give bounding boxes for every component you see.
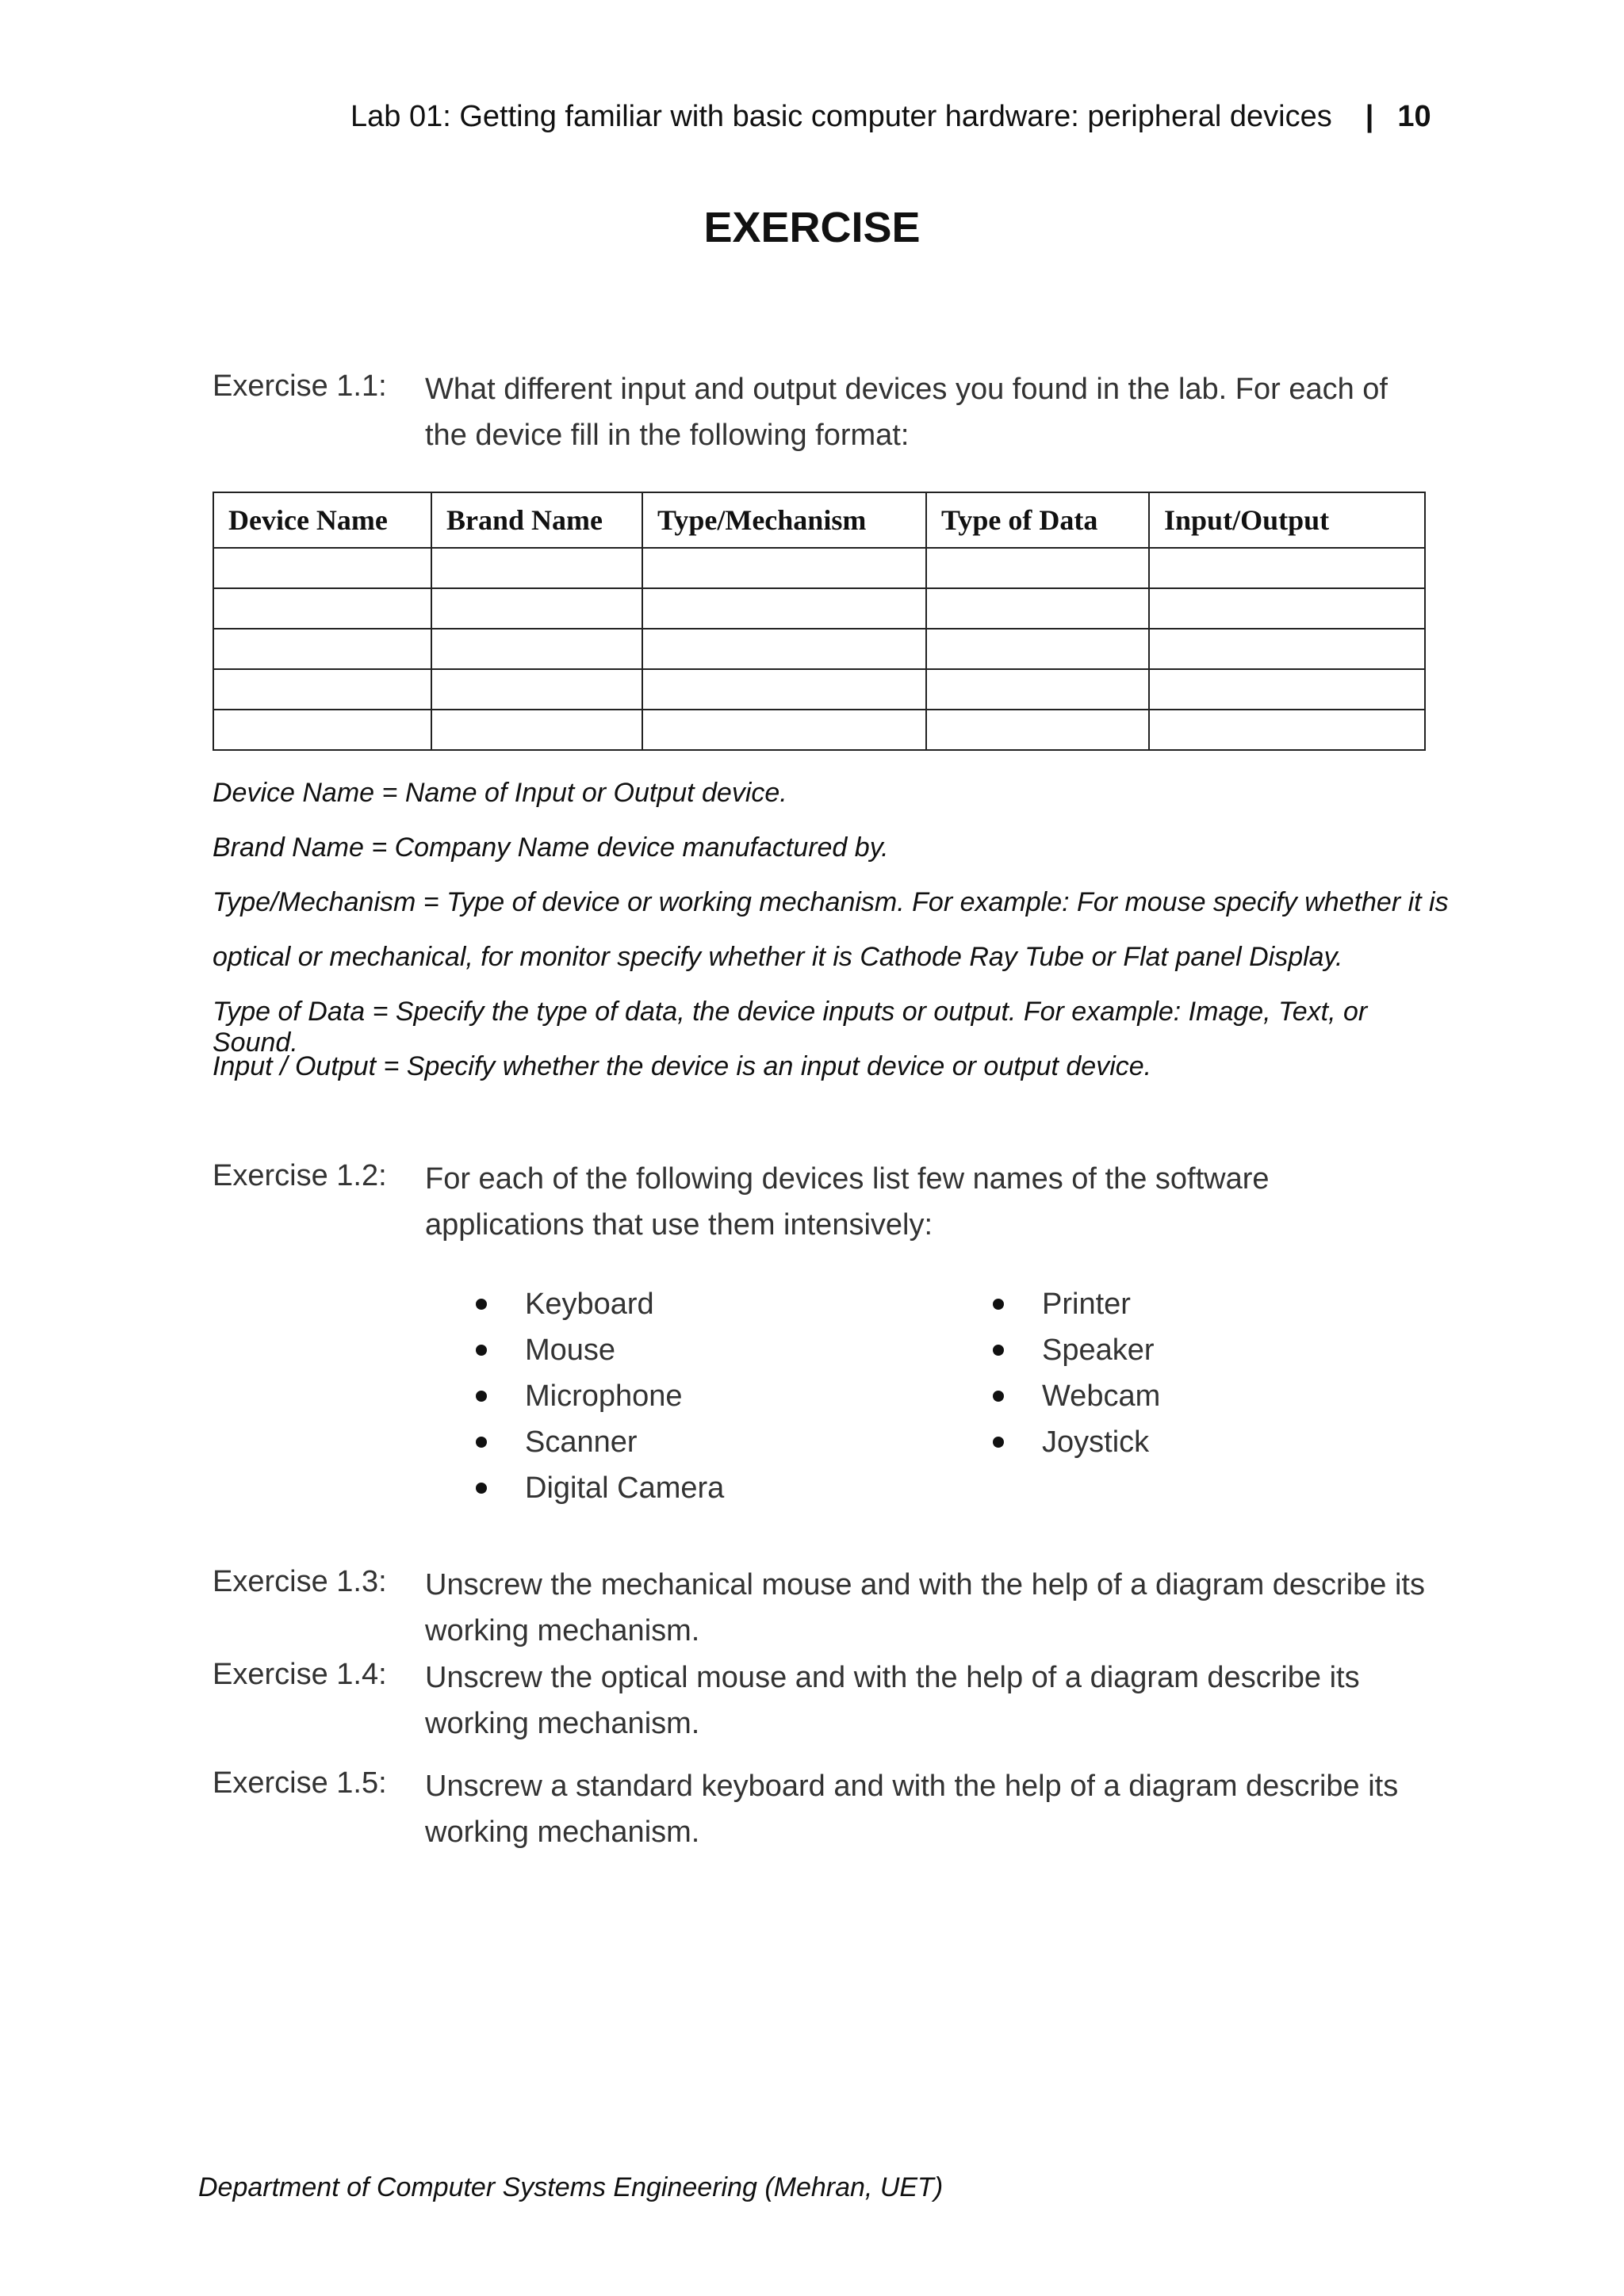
list-item-label: Digital Camera: [525, 1471, 725, 1505]
table-cell[interactable]: [213, 588, 431, 629]
note-type-mechanism-cont: optical or mechanical, for monitor specify whether it is Cathode Ray Tube or Flat panel Display.: [213, 942, 1343, 972]
page-footer: Department of Computer Systems Engineering (Mehran, UET): [198, 2172, 944, 2202]
table-cell[interactable]: [431, 588, 642, 629]
table-cell[interactable]: [642, 548, 926, 588]
column-header-brand-name: Brand Name: [431, 492, 642, 548]
bullet-icon: [993, 1345, 1004, 1356]
exercise-1-1-text: What different input and output devices you found in the lab. For each of the device fill in the following format:: [425, 373, 1388, 452]
list-item: [476, 1419, 724, 1465]
note-type-of-data: Type of Data = Specify the type of data, the device inputs or output. For example: Image, Text, or Sound.: [213, 997, 1368, 1058]
exercise-1-1-label: Exercise 1.1:: [213, 369, 387, 403]
bullet-icon: [993, 1437, 1004, 1448]
table-cell[interactable]: [213, 629, 431, 669]
list-item-label: Scanner: [525, 1425, 638, 1459]
column-header-device-name: Device Name: [213, 492, 431, 548]
table-cell[interactable]: [642, 669, 926, 710]
page-number: 10: [1397, 100, 1431, 133]
column-header-type-of-data: Type of Data: [926, 492, 1149, 548]
table-row: [213, 588, 1425, 629]
table-cell[interactable]: [642, 710, 926, 750]
exercise-1-3-label: Exercise 1.3:: [213, 1565, 387, 1598]
column-header-type-mechanism: Type/Mechanism: [642, 492, 926, 548]
list-item-label: Joystick: [1042, 1425, 1150, 1459]
column-header-input-output: Input/Output: [1149, 492, 1425, 548]
page-header: [350, 100, 1437, 134]
table-cell[interactable]: [1149, 629, 1425, 669]
list-item: [476, 1465, 724, 1511]
table-cell[interactable]: [642, 629, 926, 669]
list-item-label: Webcam: [1042, 1379, 1161, 1413]
list-item-label: Microphone: [525, 1379, 683, 1413]
device-list-right: [993, 1281, 1160, 1465]
list-item-label: Keyboard: [525, 1287, 654, 1321]
table-cell[interactable]: [431, 629, 642, 669]
table-cell[interactable]: [926, 669, 1149, 710]
exercise-1-5-label: Exercise 1.5:: [213, 1766, 387, 1800]
bullet-icon: [476, 1437, 487, 1448]
bullet-icon: [476, 1345, 487, 1356]
list-item-label: Printer: [1042, 1287, 1131, 1321]
list-item: [993, 1419, 1160, 1465]
table-row: [213, 629, 1425, 669]
bullet-icon: [476, 1299, 487, 1310]
table-row: [213, 548, 1425, 588]
table-row: [213, 669, 1425, 710]
table-cell[interactable]: [1149, 548, 1425, 588]
list-item-label: Mouse: [525, 1333, 616, 1367]
exercise-1-5-text: Unscrew a standard keyboard and with the help of a diagram describe its working mechanism.: [425, 1770, 1399, 1849]
header-separator: |: [1365, 100, 1374, 133]
table-cell[interactable]: [1149, 669, 1425, 710]
exercise-1-4-label: Exercise 1.4:: [213, 1658, 387, 1691]
table-cell[interactable]: [926, 588, 1149, 629]
table-cell[interactable]: [213, 669, 431, 710]
table-cell[interactable]: [431, 548, 642, 588]
note-brand-name: Brand Name = Company Name device manufactured by.: [213, 832, 889, 863]
table-cell[interactable]: [431, 669, 642, 710]
table-cell[interactable]: [926, 710, 1149, 750]
note-input-output: Input / Output = Specify whether the device is an input device or output device.: [213, 1051, 1152, 1081]
page-title: EXERCISE: [703, 204, 921, 251]
exercise-1-2-label: Exercise 1.2:: [213, 1159, 387, 1192]
table-cell[interactable]: [926, 629, 1149, 669]
table-cell[interactable]: [431, 710, 642, 750]
table-cell[interactable]: [1149, 588, 1425, 629]
table-row: [213, 710, 1425, 750]
list-item: [993, 1281, 1160, 1327]
table-cell[interactable]: [642, 588, 926, 629]
device-list-left: [476, 1281, 724, 1511]
list-item-label: Speaker: [1042, 1333, 1155, 1367]
device-table: [213, 492, 1426, 751]
note-device-name: Device Name = Name of Input or Output device.: [213, 778, 787, 808]
table-cell[interactable]: [1149, 710, 1425, 750]
list-item: [476, 1373, 724, 1419]
header-title: Lab 01: Getting familiar with basic computer hardware: peripheral devices: [350, 100, 1332, 133]
list-item: [476, 1327, 724, 1373]
table-cell[interactable]: [213, 710, 431, 750]
bullet-icon: [993, 1391, 1004, 1402]
exercise-1-3-text: Unscrew the mechanical mouse and with the help of a diagram describe its working mechanism.: [425, 1568, 1425, 1647]
table-cell[interactable]: [926, 548, 1149, 588]
exercise-1-2-text: For each of the following devices list few names of the software applications that use them intensively:: [425, 1162, 1270, 1242]
table-header-row: [213, 492, 1425, 548]
bullet-icon: [993, 1299, 1004, 1310]
list-item: [476, 1281, 724, 1327]
note-type-mechanism: Type/Mechanism = Type of device or working mechanism. For example: For mouse specify whether it is: [213, 887, 1449, 917]
bullet-icon: [476, 1483, 487, 1494]
exercise-1-4-text: Unscrew the optical mouse and with the help of a diagram describe its working mechanism.: [425, 1661, 1360, 1740]
table-cell[interactable]: [213, 548, 431, 588]
list-item: [993, 1373, 1160, 1419]
bullet-icon: [476, 1391, 487, 1402]
list-item: [993, 1327, 1160, 1373]
